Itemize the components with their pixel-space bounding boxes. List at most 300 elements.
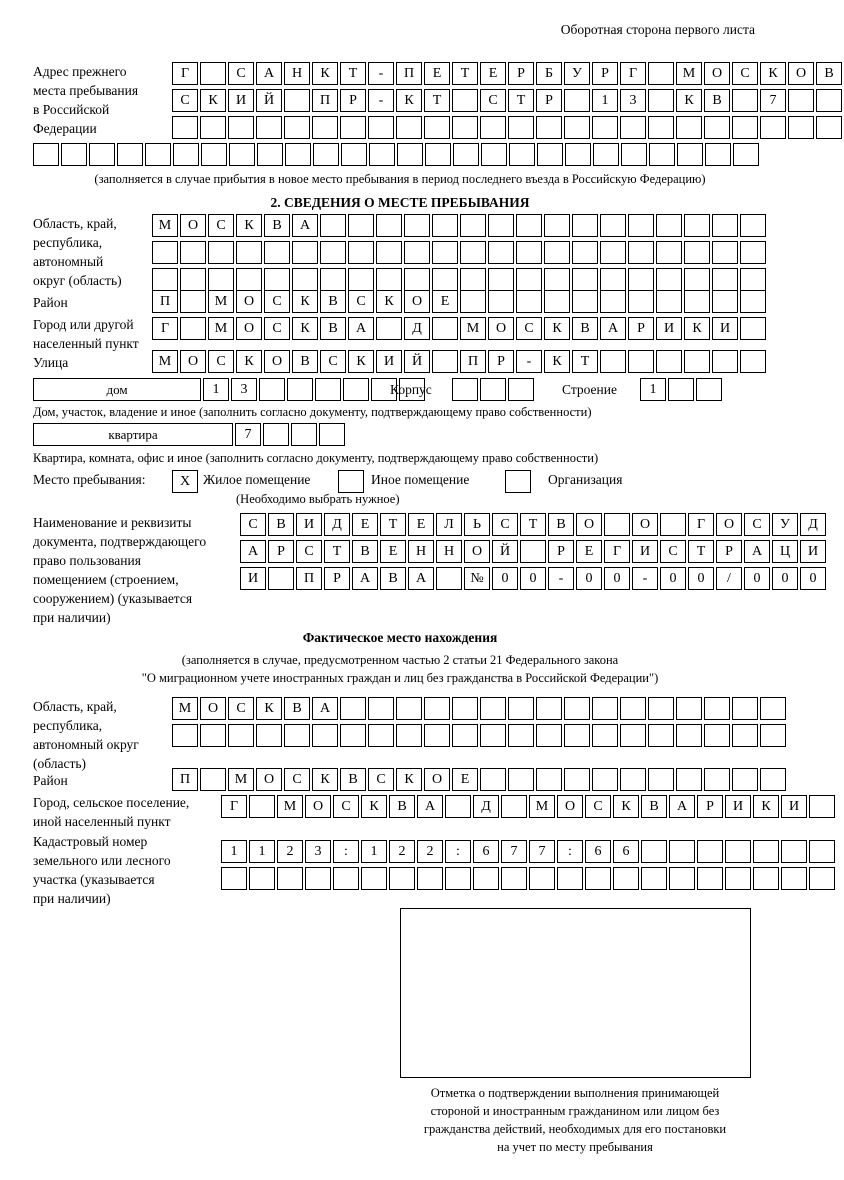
char-cell[interactable]: О (464, 540, 490, 563)
char-cell[interactable]: 1 (592, 89, 618, 112)
char-cell[interactable] (361, 867, 387, 890)
char-cell[interactable] (340, 724, 366, 747)
char-cell[interactable] (200, 768, 226, 791)
char-cell[interactable]: Т (340, 62, 366, 85)
char-cell[interactable] (249, 867, 275, 890)
char-cell[interactable] (424, 724, 450, 747)
char-cell[interactable]: 1 (249, 840, 275, 863)
char-cell[interactable]: 7 (235, 423, 261, 446)
char-cell[interactable] (816, 116, 842, 139)
char-cell[interactable] (520, 540, 546, 563)
char-cell[interactable] (648, 116, 674, 139)
char-cell[interactable] (669, 840, 695, 863)
char-cell[interactable]: К (200, 89, 226, 112)
char-cell[interactable]: В (380, 567, 406, 590)
char-cell[interactable]: К (544, 317, 570, 340)
char-cell[interactable]: Р (697, 795, 723, 818)
char-cell[interactable] (620, 724, 646, 747)
char-cell[interactable] (816, 89, 842, 112)
char-cell[interactable] (200, 116, 226, 139)
char-cell[interactable]: В (320, 317, 346, 340)
char-cell[interactable] (572, 290, 598, 313)
char-cell[interactable]: 2 (417, 840, 443, 863)
char-cell[interactable] (376, 317, 402, 340)
char-cell[interactable]: К (236, 350, 262, 373)
char-cell[interactable] (536, 697, 562, 720)
char-cell[interactable] (660, 513, 686, 536)
char-cell[interactable]: В (284, 697, 310, 720)
char-cell[interactable]: П (172, 768, 198, 791)
char-cell[interactable]: Т (520, 513, 546, 536)
char-cell[interactable] (809, 795, 835, 818)
char-cell[interactable]: Н (436, 540, 462, 563)
char-cell[interactable]: С (228, 62, 254, 85)
char-cell[interactable]: - (632, 567, 658, 590)
char-cell[interactable] (145, 143, 171, 166)
char-cell[interactable] (621, 143, 647, 166)
char-cell[interactable]: Р (340, 89, 366, 112)
char-cell[interactable]: Р (536, 89, 562, 112)
char-cell[interactable] (501, 867, 527, 890)
char-cell[interactable] (508, 116, 534, 139)
char-cell[interactable]: С (296, 540, 322, 563)
char-cell[interactable] (641, 840, 667, 863)
char-cell[interactable] (684, 268, 710, 291)
char-cell[interactable] (656, 268, 682, 291)
char-cell[interactable] (376, 241, 402, 264)
char-cell[interactable] (89, 143, 115, 166)
char-cell[interactable] (172, 724, 198, 747)
char-cell[interactable]: К (753, 795, 779, 818)
char-cell[interactable] (565, 143, 591, 166)
char-cell[interactable] (508, 378, 534, 401)
char-cell[interactable] (592, 768, 618, 791)
char-cell[interactable] (648, 697, 674, 720)
char-cell[interactable]: 2 (389, 840, 415, 863)
char-cell[interactable]: Д (800, 513, 826, 536)
char-cell[interactable] (732, 768, 758, 791)
char-cell[interactable] (257, 143, 283, 166)
char-cell[interactable]: 7 (760, 89, 786, 112)
char-cell[interactable]: В (352, 540, 378, 563)
char-cell[interactable] (516, 241, 542, 264)
char-cell[interactable] (284, 89, 310, 112)
char-cell[interactable] (396, 116, 422, 139)
char-cell[interactable] (292, 241, 318, 264)
char-cell[interactable]: Н (284, 62, 310, 85)
char-cell[interactable]: 3 (620, 89, 646, 112)
char-cell[interactable]: : (333, 840, 359, 863)
region-row-1[interactable] (152, 214, 768, 237)
char-cell[interactable]: К (292, 317, 318, 340)
char-cell[interactable]: Т (424, 89, 450, 112)
char-cell[interactable] (173, 143, 199, 166)
char-cell[interactable] (152, 241, 178, 264)
char-cell[interactable] (488, 241, 514, 264)
char-cell[interactable]: 1 (640, 378, 666, 401)
char-cell[interactable] (264, 268, 290, 291)
char-cell[interactable] (221, 867, 247, 890)
char-cell[interactable]: О (488, 317, 514, 340)
char-cell[interactable] (544, 290, 570, 313)
char-cell[interactable]: К (256, 697, 282, 720)
korpus-cells[interactable] (452, 378, 536, 401)
char-cell[interactable]: О (716, 513, 742, 536)
char-cell[interactable] (480, 768, 506, 791)
char-cell[interactable]: А (348, 317, 374, 340)
char-cell[interactable] (704, 724, 730, 747)
char-cell[interactable] (696, 378, 722, 401)
char-cell[interactable] (488, 214, 514, 237)
char-cell[interactable] (432, 350, 458, 373)
char-cell[interactable] (600, 350, 626, 373)
char-cell[interactable] (712, 214, 738, 237)
char-cell[interactable] (180, 268, 206, 291)
char-cell[interactable] (753, 840, 779, 863)
char-cell[interactable] (712, 268, 738, 291)
char-cell[interactable] (641, 867, 667, 890)
char-cell[interactable] (376, 214, 402, 237)
char-cell[interactable]: Г (604, 540, 630, 563)
char-cell[interactable] (677, 143, 703, 166)
char-cell[interactable]: К (312, 62, 338, 85)
char-cell[interactable] (256, 116, 282, 139)
char-cell[interactable] (788, 116, 814, 139)
char-cell[interactable] (564, 697, 590, 720)
char-cell[interactable]: Е (480, 62, 506, 85)
char-cell[interactable] (544, 268, 570, 291)
char-cell[interactable] (480, 378, 506, 401)
char-cell[interactable]: Г (172, 62, 198, 85)
char-cell[interactable]: И (725, 795, 751, 818)
char-cell[interactable] (432, 317, 458, 340)
char-cell[interactable]: А (417, 795, 443, 818)
char-cell[interactable]: Е (380, 540, 406, 563)
char-cell[interactable] (460, 290, 486, 313)
char-cell[interactable]: 0 (660, 567, 686, 590)
doc-row-3[interactable] (240, 567, 828, 590)
char-cell[interactable] (740, 268, 766, 291)
char-cell[interactable] (620, 116, 646, 139)
char-cell[interactable] (312, 724, 338, 747)
char-cell[interactable] (676, 697, 702, 720)
char-cell[interactable] (445, 867, 471, 890)
char-cell[interactable] (348, 214, 374, 237)
char-cell[interactable] (396, 697, 422, 720)
actual-region-row-2[interactable] (172, 724, 788, 747)
char-cell[interactable] (460, 241, 486, 264)
char-cell[interactable] (480, 697, 506, 720)
char-cell[interactable] (315, 378, 341, 401)
char-cell[interactable]: Е (452, 768, 478, 791)
char-cell[interactable] (368, 724, 394, 747)
char-cell[interactable] (572, 241, 598, 264)
char-cell[interactable] (740, 241, 766, 264)
char-cell[interactable] (277, 867, 303, 890)
char-cell[interactable] (712, 290, 738, 313)
char-cell[interactable] (343, 378, 369, 401)
prev-address-row-1[interactable] (172, 62, 844, 85)
char-cell[interactable]: 0 (744, 567, 770, 590)
char-cell[interactable]: С (284, 768, 310, 791)
char-cell[interactable]: : (445, 840, 471, 863)
char-cell[interactable] (152, 268, 178, 291)
char-cell[interactable] (740, 317, 766, 340)
char-cell[interactable] (333, 867, 359, 890)
char-cell[interactable]: С (240, 513, 266, 536)
char-cell[interactable] (268, 567, 294, 590)
char-cell[interactable]: С (320, 350, 346, 373)
char-cell[interactable]: 2 (277, 840, 303, 863)
char-cell[interactable] (604, 513, 630, 536)
char-cell[interactable]: О (264, 350, 290, 373)
char-cell[interactable] (516, 214, 542, 237)
char-cell[interactable] (656, 241, 682, 264)
char-cell[interactable] (180, 290, 206, 313)
char-cell[interactable] (712, 241, 738, 264)
char-cell[interactable] (592, 697, 618, 720)
char-cell[interactable] (305, 867, 331, 890)
char-cell[interactable] (628, 214, 654, 237)
char-cell[interactable] (424, 116, 450, 139)
char-cell[interactable]: О (576, 513, 602, 536)
char-cell[interactable] (376, 268, 402, 291)
char-cell[interactable] (417, 867, 443, 890)
char-cell[interactable]: В (572, 317, 598, 340)
char-cell[interactable]: П (396, 62, 422, 85)
char-cell[interactable] (592, 116, 618, 139)
char-cell[interactable] (536, 116, 562, 139)
char-cell[interactable]: М (152, 350, 178, 373)
char-cell[interactable]: К (544, 350, 570, 373)
char-cell[interactable]: К (396, 89, 422, 112)
char-cell[interactable] (432, 268, 458, 291)
char-cell[interactable] (648, 724, 674, 747)
char-cell[interactable] (432, 214, 458, 237)
char-cell[interactable] (509, 143, 535, 166)
char-cell[interactable]: А (352, 567, 378, 590)
char-cell[interactable]: 1 (361, 840, 387, 863)
char-cell[interactable]: О (305, 795, 331, 818)
char-cell[interactable]: И (800, 540, 826, 563)
char-cell[interactable]: Д (324, 513, 350, 536)
char-cell[interactable] (397, 143, 423, 166)
char-cell[interactable]: О (236, 290, 262, 313)
char-cell[interactable] (676, 116, 702, 139)
char-cell[interactable]: И (296, 513, 322, 536)
char-cell[interactable]: 7 (529, 840, 555, 863)
char-cell[interactable] (200, 724, 226, 747)
char-cell[interactable] (620, 697, 646, 720)
char-cell[interactable] (753, 867, 779, 890)
char-cell[interactable] (368, 697, 394, 720)
char-cell[interactable] (697, 867, 723, 890)
char-cell[interactable] (536, 724, 562, 747)
char-cell[interactable] (740, 290, 766, 313)
char-cell[interactable]: М (208, 290, 234, 313)
char-cell[interactable] (684, 290, 710, 313)
char-cell[interactable]: В (641, 795, 667, 818)
char-cell[interactable]: И (228, 89, 254, 112)
char-cell[interactable]: В (320, 290, 346, 313)
char-cell[interactable] (488, 290, 514, 313)
char-cell[interactable]: М (460, 317, 486, 340)
char-cell[interactable]: Н (408, 540, 434, 563)
char-cell[interactable]: 6 (613, 840, 639, 863)
char-cell[interactable] (445, 795, 471, 818)
char-cell[interactable]: В (340, 768, 366, 791)
char-cell[interactable]: С (516, 317, 542, 340)
char-cell[interactable] (732, 116, 758, 139)
char-cell[interactable] (320, 268, 346, 291)
char-cell[interactable] (256, 724, 282, 747)
char-cell[interactable] (284, 724, 310, 747)
char-cell[interactable]: М (676, 62, 702, 85)
char-cell[interactable] (180, 241, 206, 264)
char-cell[interactable] (460, 268, 486, 291)
char-cell[interactable] (287, 378, 313, 401)
char-cell[interactable]: М (529, 795, 555, 818)
char-cell[interactable]: Й (492, 540, 518, 563)
char-cell[interactable] (593, 143, 619, 166)
char-cell[interactable] (781, 867, 807, 890)
char-cell[interactable]: 0 (492, 567, 518, 590)
char-cell[interactable] (264, 241, 290, 264)
char-cell[interactable]: В (264, 214, 290, 237)
char-cell[interactable] (508, 697, 534, 720)
char-cell[interactable] (684, 241, 710, 264)
char-cell[interactable]: У (772, 513, 798, 536)
char-cell[interactable] (452, 378, 478, 401)
char-cell[interactable] (557, 867, 583, 890)
char-cell[interactable] (760, 724, 786, 747)
char-cell[interactable] (725, 840, 751, 863)
char-cell[interactable]: А (256, 62, 282, 85)
char-cell[interactable]: 0 (800, 567, 826, 590)
char-cell[interactable]: Р (592, 62, 618, 85)
char-cell[interactable] (564, 724, 590, 747)
char-cell[interactable]: П (296, 567, 322, 590)
char-cell[interactable] (620, 768, 646, 791)
char-cell[interactable] (291, 423, 317, 446)
char-cell[interactable] (452, 116, 478, 139)
char-cell[interactable] (404, 241, 430, 264)
char-cell[interactable] (740, 350, 766, 373)
char-cell[interactable]: 1 (221, 840, 247, 863)
char-cell[interactable] (704, 768, 730, 791)
char-cell[interactable] (208, 241, 234, 264)
char-cell[interactable] (600, 290, 626, 313)
street-row[interactable] (152, 350, 768, 373)
flat-cells[interactable] (235, 423, 347, 446)
prev-address-row-3[interactable] (172, 116, 844, 139)
char-cell[interactable] (368, 116, 394, 139)
char-cell[interactable]: К (676, 89, 702, 112)
char-cell[interactable]: Г (688, 513, 714, 536)
char-cell[interactable]: Е (352, 513, 378, 536)
char-cell[interactable]: С (348, 290, 374, 313)
char-cell[interactable]: 0 (772, 567, 798, 590)
char-cell[interactable] (656, 290, 682, 313)
district-row[interactable] (152, 290, 768, 313)
char-cell[interactable]: К (613, 795, 639, 818)
char-cell[interactable] (259, 378, 285, 401)
char-cell[interactable] (425, 143, 451, 166)
char-cell[interactable]: К (292, 290, 318, 313)
char-cell[interactable]: 0 (688, 567, 714, 590)
char-cell[interactable] (208, 268, 234, 291)
char-cell[interactable]: А (312, 697, 338, 720)
char-cell[interactable] (656, 214, 682, 237)
char-cell[interactable]: Д (404, 317, 430, 340)
char-cell[interactable] (452, 697, 478, 720)
char-cell[interactable]: Т (452, 62, 478, 85)
char-cell[interactable] (536, 768, 562, 791)
char-cell[interactable] (436, 567, 462, 590)
char-cell[interactable] (648, 768, 674, 791)
char-cell[interactable]: И (656, 317, 682, 340)
char-cell[interactable]: Р (628, 317, 654, 340)
char-cell[interactable] (320, 241, 346, 264)
char-cell[interactable] (285, 143, 311, 166)
char-cell[interactable] (684, 214, 710, 237)
char-cell[interactable] (585, 867, 611, 890)
char-cell[interactable]: 3 (231, 378, 257, 401)
char-cell[interactable]: В (816, 62, 842, 85)
char-cell[interactable] (613, 867, 639, 890)
stroenie-cells[interactable] (640, 378, 724, 401)
char-cell[interactable] (249, 795, 275, 818)
char-cell[interactable] (732, 89, 758, 112)
char-cell[interactable] (229, 143, 255, 166)
char-cell[interactable]: В (389, 795, 415, 818)
char-cell[interactable] (537, 143, 563, 166)
char-cell[interactable]: Й (256, 89, 282, 112)
char-cell[interactable]: П (460, 350, 486, 373)
char-cell[interactable]: С (492, 513, 518, 536)
char-cell[interactable]: С (660, 540, 686, 563)
char-cell[interactable]: Г (221, 795, 247, 818)
char-cell[interactable]: С (744, 513, 770, 536)
char-cell[interactable]: М (172, 697, 198, 720)
char-cell[interactable]: Р (324, 567, 350, 590)
char-cell[interactable] (564, 768, 590, 791)
char-cell[interactable] (529, 867, 555, 890)
char-cell[interactable] (228, 116, 254, 139)
char-cell[interactable]: 3 (305, 840, 331, 863)
char-cell[interactable]: О (632, 513, 658, 536)
char-cell[interactable]: С (480, 89, 506, 112)
char-cell[interactable] (340, 697, 366, 720)
cadastre-row-1[interactable] (221, 840, 837, 863)
char-cell[interactable]: Т (324, 540, 350, 563)
char-cell[interactable] (501, 795, 527, 818)
char-cell[interactable]: Р (488, 350, 514, 373)
char-cell[interactable] (452, 724, 478, 747)
char-cell[interactable] (628, 268, 654, 291)
char-cell[interactable]: О (180, 350, 206, 373)
char-cell[interactable] (712, 350, 738, 373)
char-cell[interactable]: О (200, 697, 226, 720)
char-cell[interactable]: О (236, 317, 262, 340)
char-cell[interactable] (740, 214, 766, 237)
char-cell[interactable] (628, 350, 654, 373)
char-cell[interactable] (809, 867, 835, 890)
char-cell[interactable]: - (516, 350, 542, 373)
char-cell[interactable] (460, 214, 486, 237)
char-cell[interactable]: У (564, 62, 590, 85)
char-cell[interactable]: - (548, 567, 574, 590)
